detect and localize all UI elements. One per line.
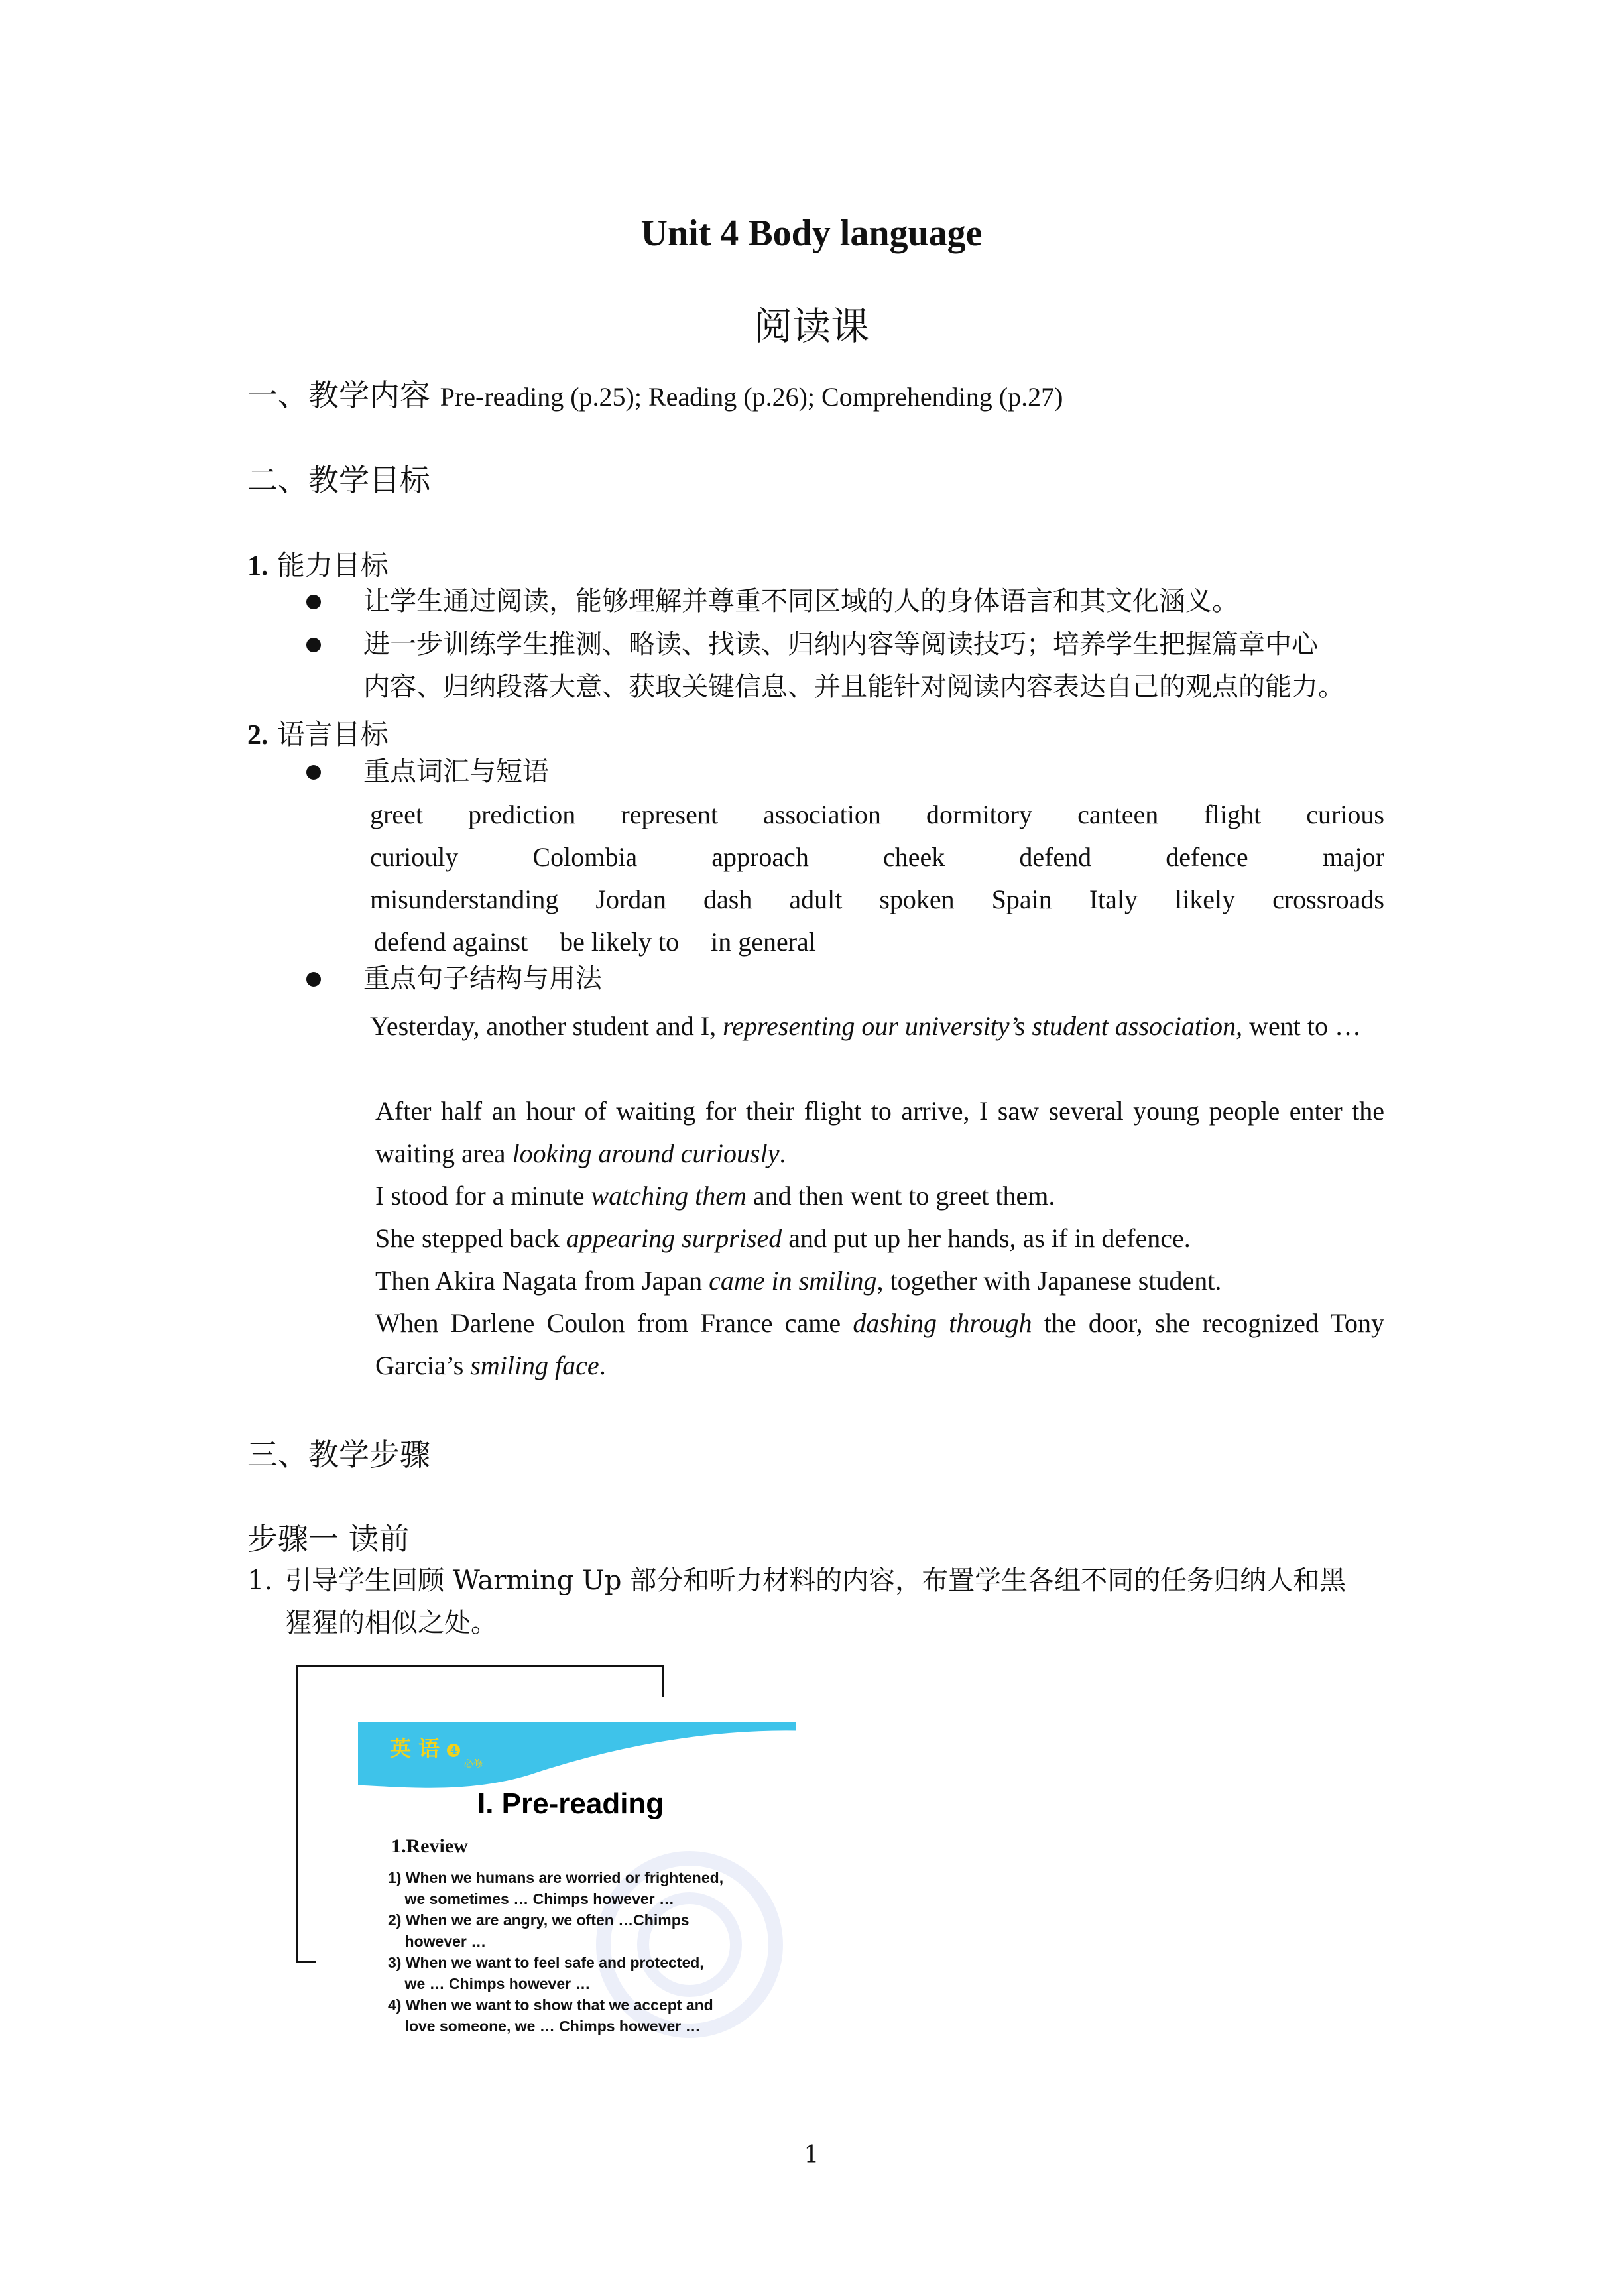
- sentence-heading: 重点句子结构与用法: [363, 963, 602, 994]
- key-sentence-4: She stepped back appearing surprised and put up her hands, as if in defence.: [375, 1223, 1191, 1253]
- section1-content: Pre-reading (p.25); Reading (p.26); Comprehending (p.27): [440, 382, 1063, 412]
- phrase: in general: [711, 927, 816, 957]
- vocab-word: crossroads: [1272, 884, 1384, 914]
- figure-frame: [662, 1665, 664, 1697]
- goal1-bullet-2: 进一步训练学生推测、略读、找读、归纳内容等阅读技巧；培养学生把握篇章中心: [363, 629, 1318, 660]
- goal1-heading: 1. 能力目标: [247, 549, 389, 581]
- bullet-icon: [306, 595, 321, 609]
- vocab-word: defence: [1166, 842, 1248, 872]
- vocab-word: dormitory: [926, 800, 1032, 829]
- vocab-word: Jordan: [595, 884, 667, 914]
- vocab-word: prediction: [468, 800, 576, 829]
- page-subtitle: 阅读课: [753, 304, 869, 349]
- slide-image: [358, 1722, 796, 2055]
- page-number: 1: [804, 2142, 819, 2169]
- vocab-word: likely: [1175, 884, 1236, 914]
- figure-frame: [296, 1665, 298, 1963]
- bullet-icon: [306, 972, 321, 987]
- bullet-icon: [306, 638, 321, 652]
- vocab-word: association: [763, 800, 881, 829]
- step1-item-line1: 引导学生回顾 Warming Up 部分和听力材料的内容，布置学生各组不同的任务归纳人和黑: [285, 1565, 1347, 1596]
- vocab-word: canteen: [1077, 800, 1159, 829]
- phrase: be likely to: [560, 927, 680, 957]
- vocab-row-2: [370, 841, 1384, 873]
- vocab-word: curiouly: [370, 842, 459, 872]
- goal2-heading: 2. 语言目标: [247, 718, 389, 751]
- slide-item: 3) When we want to feel safe and protected, we … Chimps however …: [388, 1954, 704, 1992]
- section1-heading: 一、教学内容 Pre-reading (p.25); Reading (p.26); Comprehending (p.27): [247, 377, 1063, 413]
- slide-logo-sub: 必修: [464, 1759, 483, 1770]
- vocab-row-1: [370, 799, 1384, 830]
- vocab-word: Italy: [1089, 884, 1138, 914]
- vocab-word: represent: [621, 800, 718, 829]
- slide-logo-badge: 4: [447, 1744, 460, 1757]
- section3-heading: 三、教学步骤: [247, 1437, 430, 1473]
- step1-item-line2: 猩猩的相似之处。: [285, 1608, 497, 1638]
- bullet-icon: [306, 765, 321, 780]
- vocab-word: cheek: [882, 842, 945, 872]
- vocab-word: greet: [370, 800, 423, 829]
- step1-heading: 步骤一 读前: [247, 1521, 410, 1557]
- vocab-word: Colombia: [532, 842, 638, 872]
- slide-title: I. Pre-reading: [477, 1787, 664, 1820]
- vocab-heading: 重点词汇与短语: [363, 756, 549, 787]
- goal1-bullet-2-cont: 内容、归纳段落大意、获取关键信息、并且能针对阅读内容表达自己的观点的能力。: [363, 672, 1345, 702]
- goal1-bullet-1: 让学生通过阅读，能够理解并尊重不同区域的人的身体语言和其文化涵义。: [363, 586, 1238, 617]
- figure-frame: [296, 1665, 664, 1667]
- slide-item: 1) When we humans are worried or frightened, we sometimes … Chimps however …: [388, 1869, 724, 1907]
- vocab-word: dash: [703, 884, 752, 914]
- figure-frame: [296, 1961, 316, 1963]
- vocab-word: curious: [1306, 800, 1384, 829]
- vocab-word: Spain: [991, 884, 1052, 914]
- step1-item-num: 1.: [247, 1565, 273, 1596]
- vocab-word: adult: [789, 884, 843, 914]
- vocab-word: defend: [1019, 842, 1092, 872]
- slide-review: 1.Review: [391, 1835, 468, 1857]
- vocab-word: approach: [711, 842, 809, 872]
- key-sentence-1: Yesterday, another student and I, representing our university’s student association, went to …: [370, 1011, 1362, 1041]
- vocab-word: major: [1322, 842, 1384, 872]
- vocab-word: spoken: [879, 884, 955, 914]
- vocab-word: misunderstanding: [370, 884, 559, 914]
- key-sentence-2: After half an hour of waiting for their flight to arrive, I saw several young people enter the waiting area looking around curiously.: [375, 1096, 1384, 1168]
- slide-logo: 英 语 4: [390, 1732, 460, 1762]
- vocab-word: flight: [1203, 800, 1262, 829]
- key-sentence-6: When Darlene Coulon from France came dashing through the door, she recognized Tony Garcia’s smiling face.: [375, 1308, 1384, 1380]
- key-sentence-5: Then Akira Nagata from Japan came in smiling, together with Japanese student.: [375, 1266, 1222, 1296]
- page-title: Unit 4 Body language: [640, 213, 983, 254]
- phrases-row: [374, 926, 816, 957]
- slide-item: 4) When we want to show that we accept and love someone, we … Chimps however …: [388, 1996, 713, 2035]
- phrase: defend against: [374, 927, 528, 957]
- key-sentence-3: I stood for a minute watching them and then went to greet them.: [375, 1181, 1055, 1211]
- slide-item: 2) When we are angry, we often …Chimps however …: [388, 1911, 690, 1950]
- section2-heading: 二、教学目标: [247, 462, 430, 498]
- vocab-row-3: [370, 884, 1384, 915]
